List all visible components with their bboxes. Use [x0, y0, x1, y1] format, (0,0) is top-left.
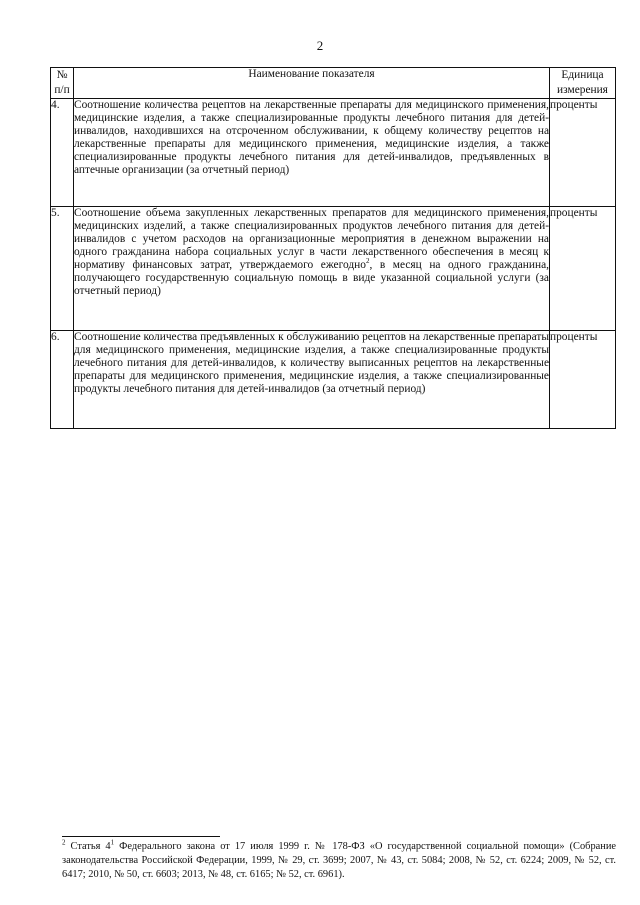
table-row [51, 331, 616, 429]
header-indicator-name: Наименование показателя [74, 68, 550, 99]
table-row [51, 99, 616, 207]
row-number: 6. [51, 331, 74, 429]
row-unit: проценты [550, 331, 616, 429]
indicators-table [50, 67, 616, 429]
row-number: 5. [51, 207, 74, 331]
row-indicator-name [74, 207, 550, 331]
row-unit: проценты [550, 99, 616, 207]
footnote-marker: 2 [62, 838, 66, 847]
table-row [51, 207, 616, 331]
row-indicator-name-part1: Соотношение объема закупленных лекарственных препаратов для медицинского применения, медицинских изделий, а также специализированных продуктов лечебного питания для детей-инвалидов с учетом расходов на организационные мероприятия в денежном выражении на одного гражданина набора социальных услуг в части лекарственного обеспечения в месяц к нормативу финансовых затрат, утверждаемого ежегодно [74, 207, 549, 271]
footnote-separator [62, 836, 220, 837]
header-unit: Единица измерения [550, 68, 616, 99]
row-indicator-name: Соотношение количества рецептов на лекарственные препараты для медицинского применения, медицинские изделия, а также специализированные продукты лечебного питания для детей-инвалидов, находившихся на отсроченном обслуживании, к общему количеству рецептов на лекарственные препараты для медицинского применения, медицинские изделия, а также специализированные продукты лечебного питания для детей-инвалидов, предъявленных в аптечные организации (за отчетный период) [74, 99, 550, 207]
footnote-article-superscript: 1 [110, 838, 115, 847]
table-header-row [51, 68, 616, 99]
row-indicator-name: Соотношение количества предъявленных к обслуживанию рецептов на лекарственные препараты для медицинского применения, медицинские изделия, а также специализированные продукты лечебного питания для детей-инвалидов, к количеству выписанных рецептов на лекарственные препараты для медицинского применения, медицинские изделия, а также специализированные продукты лечебного питания для детей-инвалидов (за отчетный период) [74, 331, 550, 429]
row-unit: проценты [550, 207, 616, 331]
page-number: 2 [316, 38, 324, 53]
header-number: № п/п [51, 68, 74, 99]
footnote-text-part2: Федерального закона от 17 июля 1999 г. № 178-ФЗ «О государственной социальной помощи» (Собрание законодательства Российской Федерации, 1999, № 29, ст. 3699; 2007, № 43, ст. 5084; 2008, № 52, ст. 6224; 2009, № 52, ст. 6417; 2010, № 50, ст. 6603; 2013, № 48, ст. 6165; № 52, ст. 6961). [62, 841, 617, 880]
row-indicator-name-part2: , в месяц на одного гражданина, получающего государственную социальную помощь в виде указанной социальной услуги (за отчетный период) [74, 259, 549, 297]
footnote-text-part1: Статья 4 [65, 841, 111, 852]
footnote [62, 840, 616, 882]
row-number: 4. [51, 99, 74, 207]
footnote-reference: 2 [365, 257, 370, 266]
